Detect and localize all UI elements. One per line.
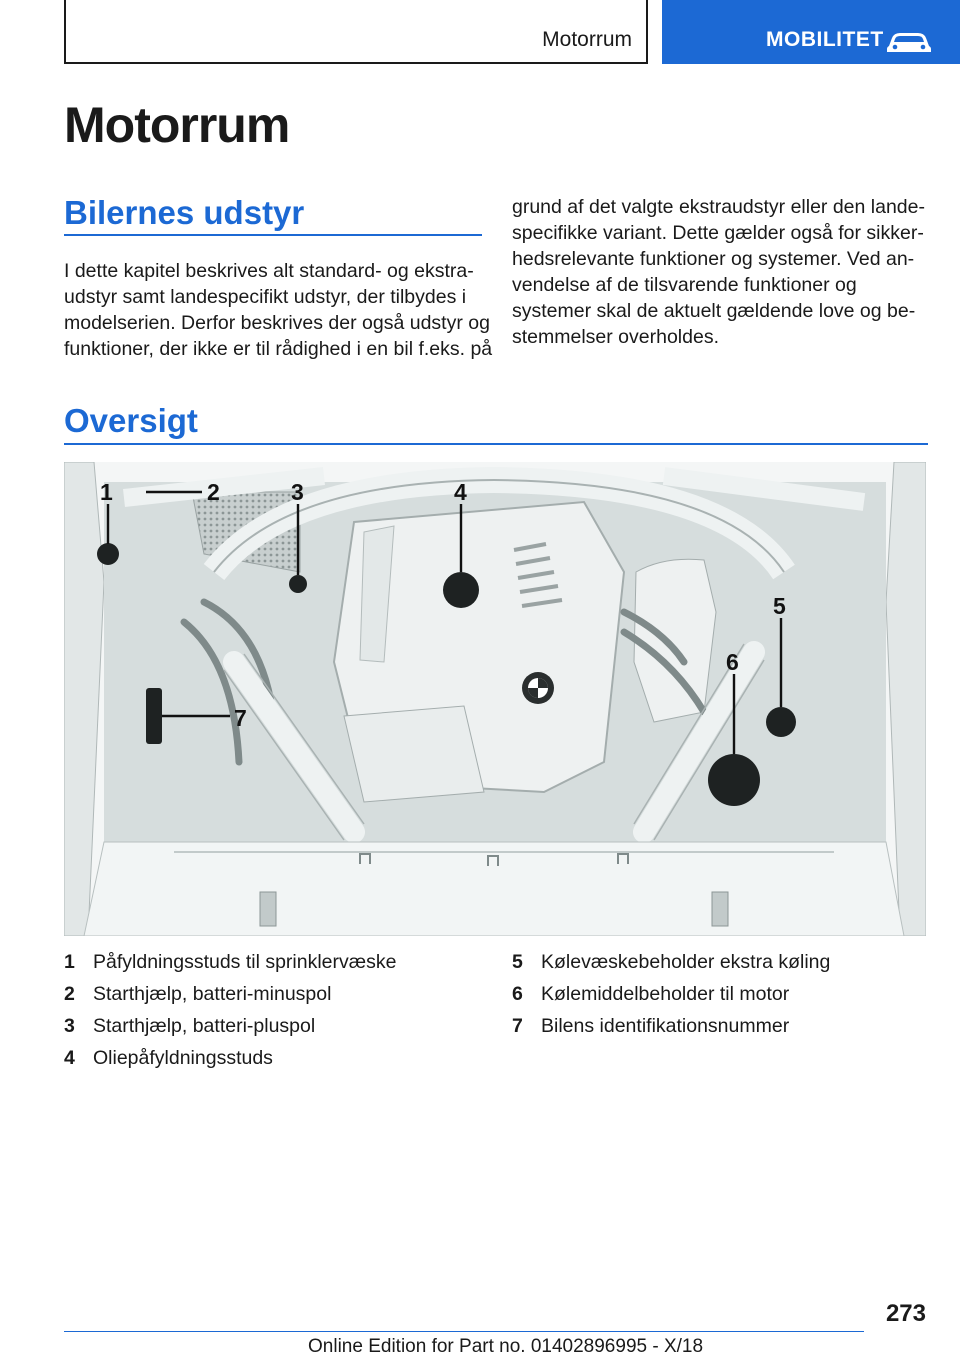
legend-number: 7 [512, 1015, 523, 1037]
callout-3: 3 [291, 479, 304, 505]
callout-1: 1 [100, 479, 113, 505]
text-line: I dette kapitel beskrives alt standard- og ekstra- [64, 260, 474, 282]
legend-number: 1 [64, 951, 75, 973]
section-heading-equipment: Bilernes udstyr [64, 194, 305, 231]
legend-item [64, 978, 396, 1010]
legend-item [64, 946, 396, 978]
text-line: stemmelser overholdes. [512, 326, 719, 348]
text-line: vendelse af de tilsvarende funktioner og [512, 274, 857, 296]
legend-item [512, 946, 830, 978]
callout-5: 5 [773, 593, 786, 619]
section-rule [64, 443, 928, 445]
section-heading-overview: Oversigt [64, 402, 198, 439]
legend-number: 6 [512, 983, 523, 1005]
text-line: hedsrelevante funktioner og systemer. Ved an- [512, 248, 915, 270]
engine-bay-illustration [64, 462, 926, 936]
callout-7: 7 [234, 705, 247, 731]
legend-text: Kølevæskebeholder ekstra køling [541, 951, 831, 973]
engine-bay-drawing [64, 462, 926, 936]
car-icon [884, 26, 934, 56]
legend-text: Kølemiddelbeholder til motor [541, 983, 790, 1005]
text-line: modelserien. Derfor beskrives der også udstyr og [64, 312, 490, 334]
callout-4: 4 [454, 479, 467, 505]
legend-text: Starthjælp, batteri-pluspol [93, 1015, 316, 1037]
text-line: specifikke variant. Dette gælder også for sikker- [512, 222, 924, 244]
legend-number: 5 [512, 951, 523, 973]
header-section-title: Motorrum [542, 28, 632, 51]
legend-text: Bilens identifikationsnummer [541, 1015, 790, 1037]
page-number: 273 [885, 1300, 926, 1327]
text-line: grund af det valgte ekstraudstyr eller den lande- [512, 196, 925, 218]
legend-item [512, 978, 830, 1010]
legend-item [64, 1010, 396, 1042]
legend-number: 2 [64, 983, 75, 1005]
text-line: systemer skal de aktuelt gældende love og be- [512, 300, 916, 322]
legend-text: Påfyldningsstuds til sprinklervæske [93, 951, 397, 973]
section-rule [64, 234, 482, 236]
footer-rule [64, 1331, 864, 1332]
intro-text-right [512, 194, 925, 350]
page-title: Motorrum [64, 97, 290, 153]
legend-item [64, 1042, 396, 1074]
legend-text: Starthjælp, batteri-minuspol [93, 983, 332, 1005]
callout-6: 6 [726, 649, 739, 675]
footer-text: Online Edition for Part no. 01402896995 - X/18 [308, 1336, 704, 1357]
legend-left [64, 946, 396, 1074]
legend-number: 4 [64, 1047, 75, 1069]
text-line: funktioner, der ikke er til rådighed i en bil f.eks. på [64, 338, 493, 360]
legend-number: 3 [64, 1015, 75, 1037]
legend-item [512, 1010, 830, 1042]
header-chapter-title: MOBILITET [766, 28, 884, 51]
intro-text-left [64, 258, 492, 362]
header-chapter-tab [662, 0, 960, 64]
header-section-box [64, 0, 648, 64]
legend-text: Oliepåfyldningsstuds [93, 1047, 273, 1069]
legend-right [512, 946, 830, 1042]
callout-2: 2 [207, 479, 220, 505]
text-line: udstyr samt landespecifikt udstyr, der tilbydes i [64, 286, 467, 308]
